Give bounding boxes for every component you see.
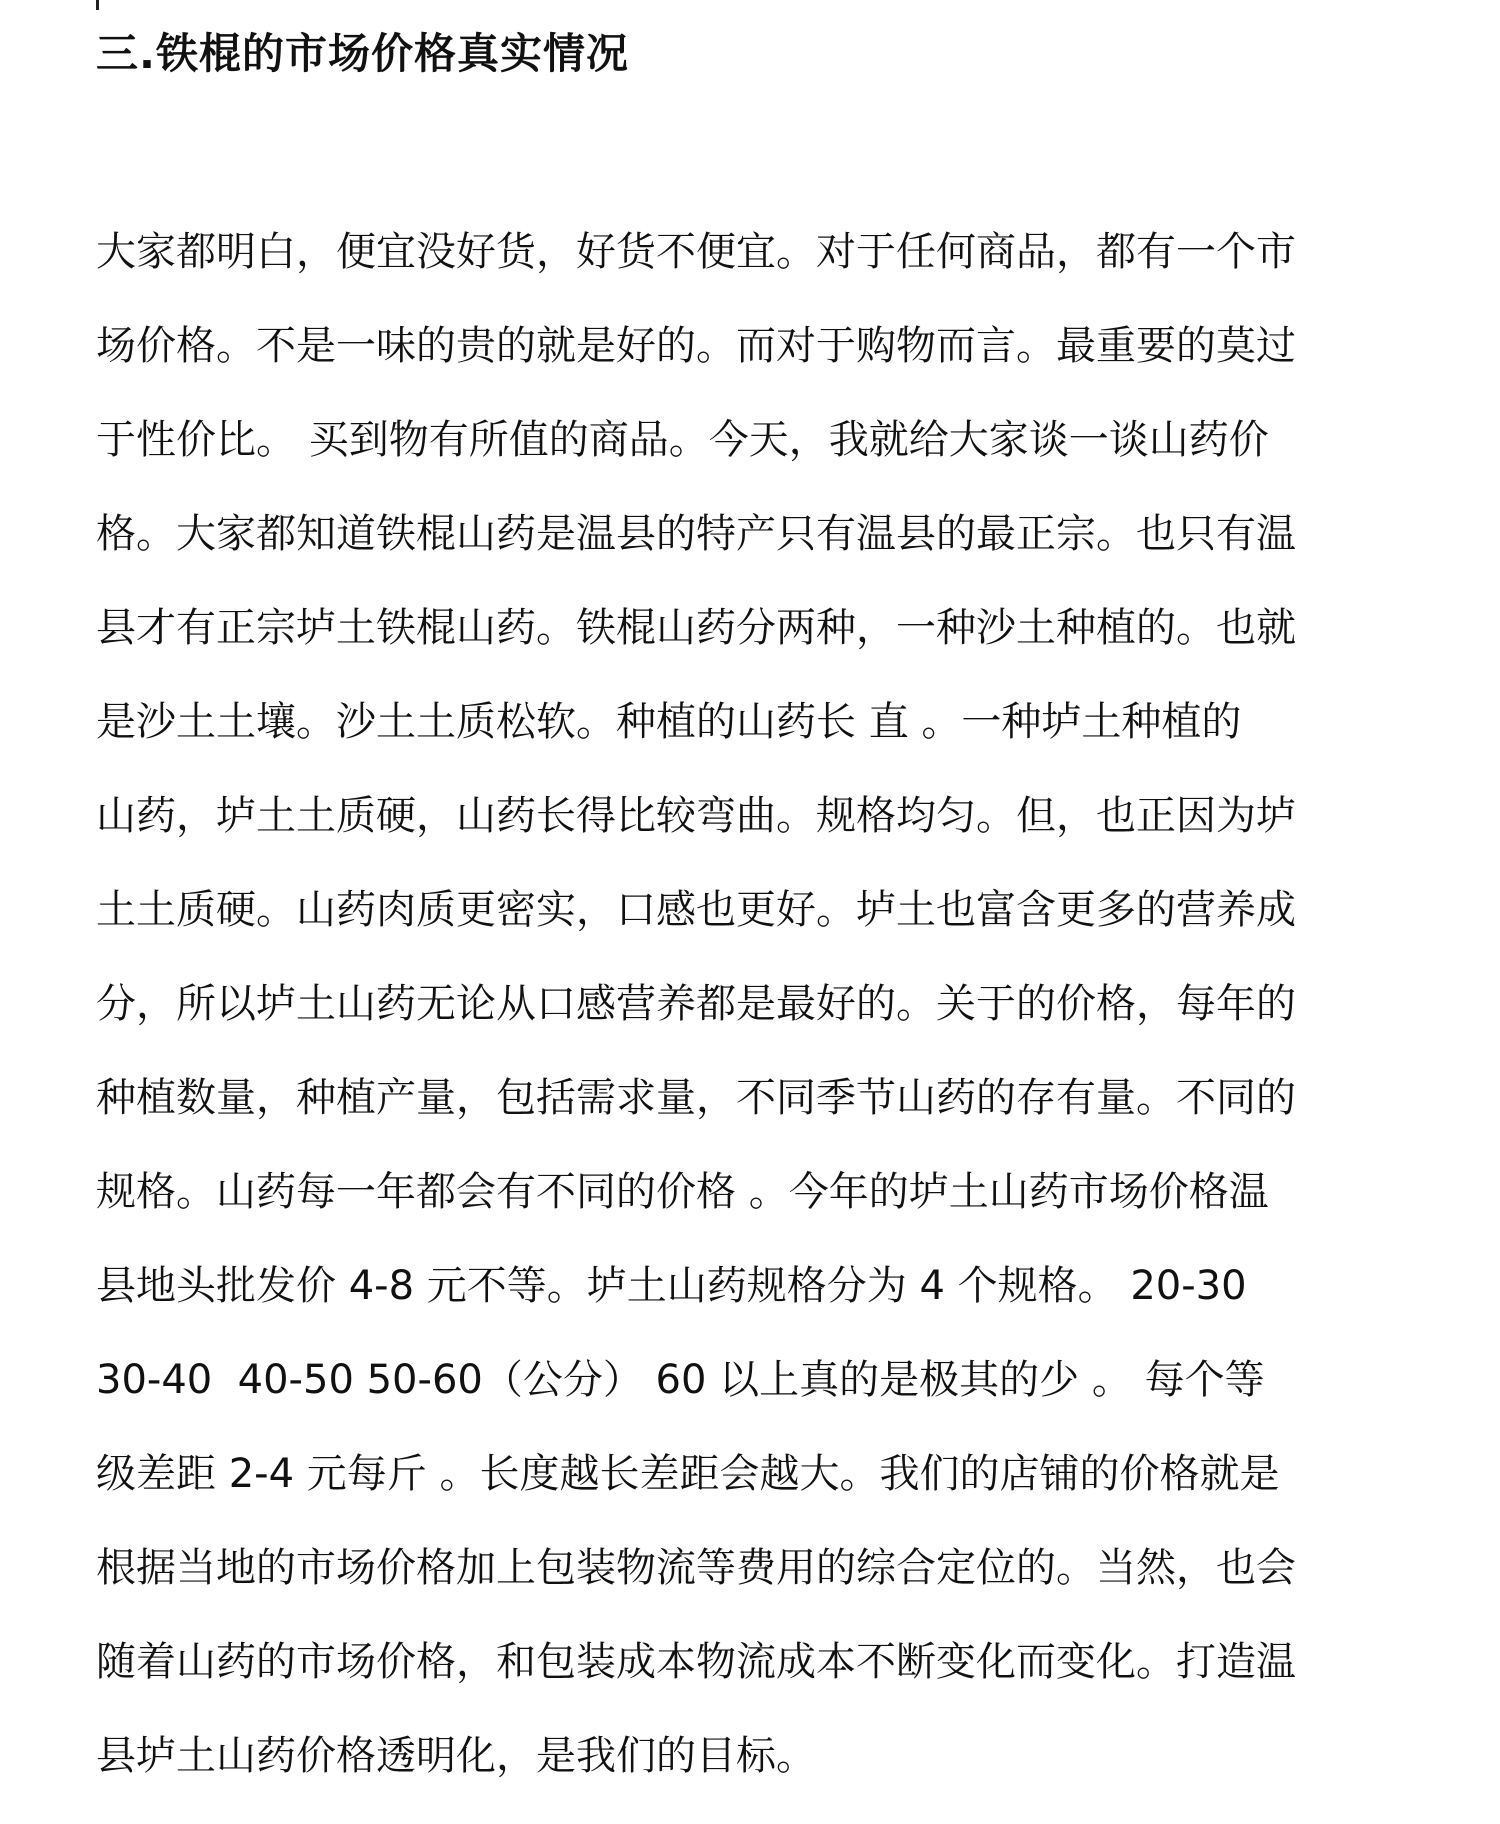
text-line: 县地头批发价 4-8 元不等。垆土山药规格分为 4 个规格。 20-30 — [96, 1263, 1247, 1309]
text-line: 种植数量，种植产量，包括需求量，不同季节山药的存有量。不同的 — [96, 1075, 1296, 1121]
text-line: 大家都明白，便宜没好货，好货不便宜。对于任何商品，都有一个市 — [96, 229, 1296, 275]
text-line: 格。大家都知道铁棍山药是温县的特产只有温县的最正宗。也只有温 — [96, 511, 1296, 557]
text-line: 根据当地的市场价格加上包装物流等费用的综合定位的。当然，也会 — [96, 1545, 1296, 1591]
text-line: 是沙土土壤。沙土土质松软。种植的山药长 直 。一种垆土种植的 — [96, 699, 1242, 745]
page-title: 三.铁棍的市场价格真实情况 — [96, 29, 629, 78]
text-line: 场价格。不是一味的贵的就是好的。而对于购物而言。最重要的莫过 — [96, 323, 1296, 369]
text-line: 规格。山药每一年都会有不同的价格 。今年的垆土山药市场价格温 — [96, 1169, 1269, 1215]
top-edge-mark — [96, 0, 99, 10]
text-line: 分，所以垆土山药无论从口感营养都是最好的。关于的价格，每年的 — [96, 981, 1296, 1027]
text-line: 县才有正宗垆土铁棍山药。铁棍山药分两种，一种沙土种植的。也就 — [96, 605, 1296, 651]
article-body — [96, 205, 1376, 1803]
text-line: 土土质硬。山药肉质更密实，口感也更好。垆土也富含更多的营养成 — [96, 887, 1296, 933]
text-line: 山药，垆土土质硬，山药长得比较弯曲。规格均匀。但，也正因为垆 — [96, 793, 1296, 839]
text-line: 随着山药的市场价格，和包装成本物流成本不断变化而变化。打造温 — [96, 1639, 1296, 1685]
text-line: 县垆土山药价格透明化，是我们的目标。 — [96, 1733, 816, 1779]
text-line: 30-40 40-50 50-60（公分） 60 以上真的是极其的少 。 每个等 — [96, 1357, 1265, 1403]
text-line: 于性价比。 买到物有所值的商品。今天，我就给大家谈一谈山药价 — [96, 417, 1269, 463]
text-line: 级差距 2-4 元每斤 。长度越长差距会越大。我们的店铺的价格就是 — [96, 1451, 1280, 1497]
